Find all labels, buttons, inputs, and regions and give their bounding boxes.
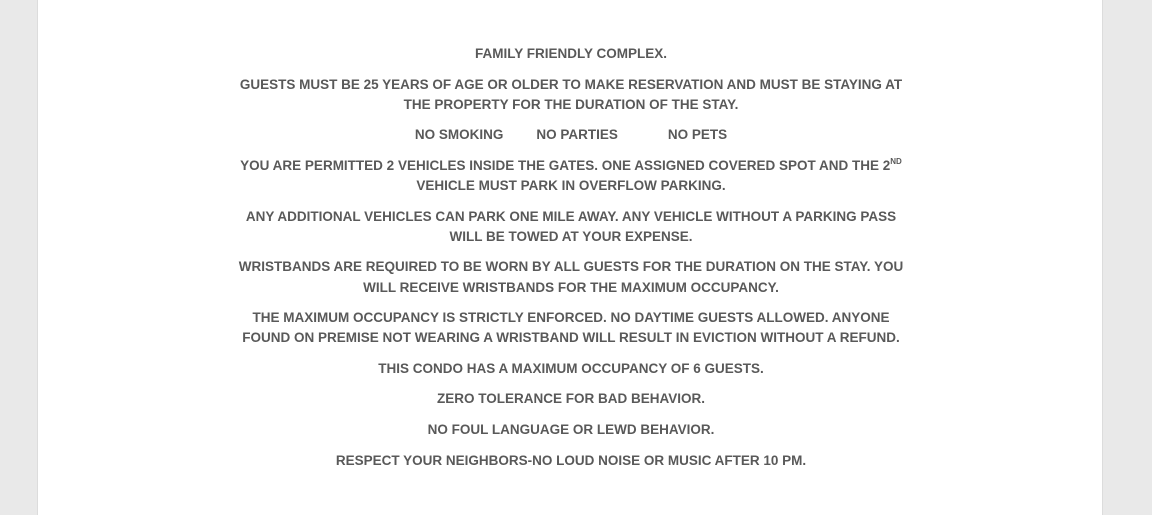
document-page [37, 0, 1103, 515]
no-smoking-text: NO SMOKING [414, 127, 504, 143]
family-friendly-line: FAMILY FRIENDLY COMPLEX. [474, 46, 668, 61]
no-pets-text: NO PETS [667, 127, 728, 143]
vehicles-text-end: VEHICLE MUST PARK IN OVERFLOW PARKING. [416, 178, 726, 194]
max-occupancy-line: THIS CONDO HAS A MAXIMUM OCCUPANCY OF 6 GUESTS. [378, 360, 764, 376]
house-rules-text [233, 44, 909, 482]
ordinal-superscript: ND [890, 157, 902, 167]
age-requirement-paragraph: GUESTS MUST BE 25 YEARS OF AGE OR OLDER TO MAKE RESERVATION AND MUST BE STAYING AT THE PROPERTY FOR THE DURATION OF THE STAY. [239, 76, 903, 113]
respect-neighbors-line: RESPECT YOUR NEIGHBORS-NO LOUD NOISE OR MUSIC AFTER 10 PM. [335, 452, 807, 468]
vehicles-paragraph [233, 156, 909, 197]
no-foul-language-line: NO FOUL LANGUAGE OR LEWD BEHAVIOR. [427, 422, 715, 438]
occupancy-enforced-paragraph: THE MAXIMUM OCCUPANCY IS STRICTLY ENFORCED. NO DAYTIME GUESTS ALLOWED. ANYONE FOUND ON PREMISE NOT WEARING A WRISTBAND WILL RESULT IN EVICTION WITHOUT A REFUND. [242, 309, 900, 346]
vehicles-text-start: YOU ARE PERMITTED 2 VEHICLES INSIDE THE GATES. ONE ASSIGNED COVERED SPOT AND THE 2 [240, 158, 891, 174]
additional-vehicles-paragraph: ANY ADDITIONAL VEHICLES CAN PARK ONE MILE AWAY. ANY VEHICLE WITHOUT A PARKING PASS WILL BE TOWED AT YOUR EXPENSE. [245, 208, 897, 245]
no-parties-text: NO PARTIES [536, 127, 618, 143]
zero-tolerance-line: ZERO TOLERANCE FOR BAD BEHAVIOR. [436, 391, 705, 407]
prohibitions-line [233, 125, 909, 145]
wristbands-paragraph: WRISTBANDS ARE REQUIRED TO BE WORN BY ALL GUESTS FOR THE DURATION ON THE STAY. YOU WILL RECEIVE WRISTBANDS FOR THE MAXIMUM OCCUPANCY. [238, 259, 904, 295]
